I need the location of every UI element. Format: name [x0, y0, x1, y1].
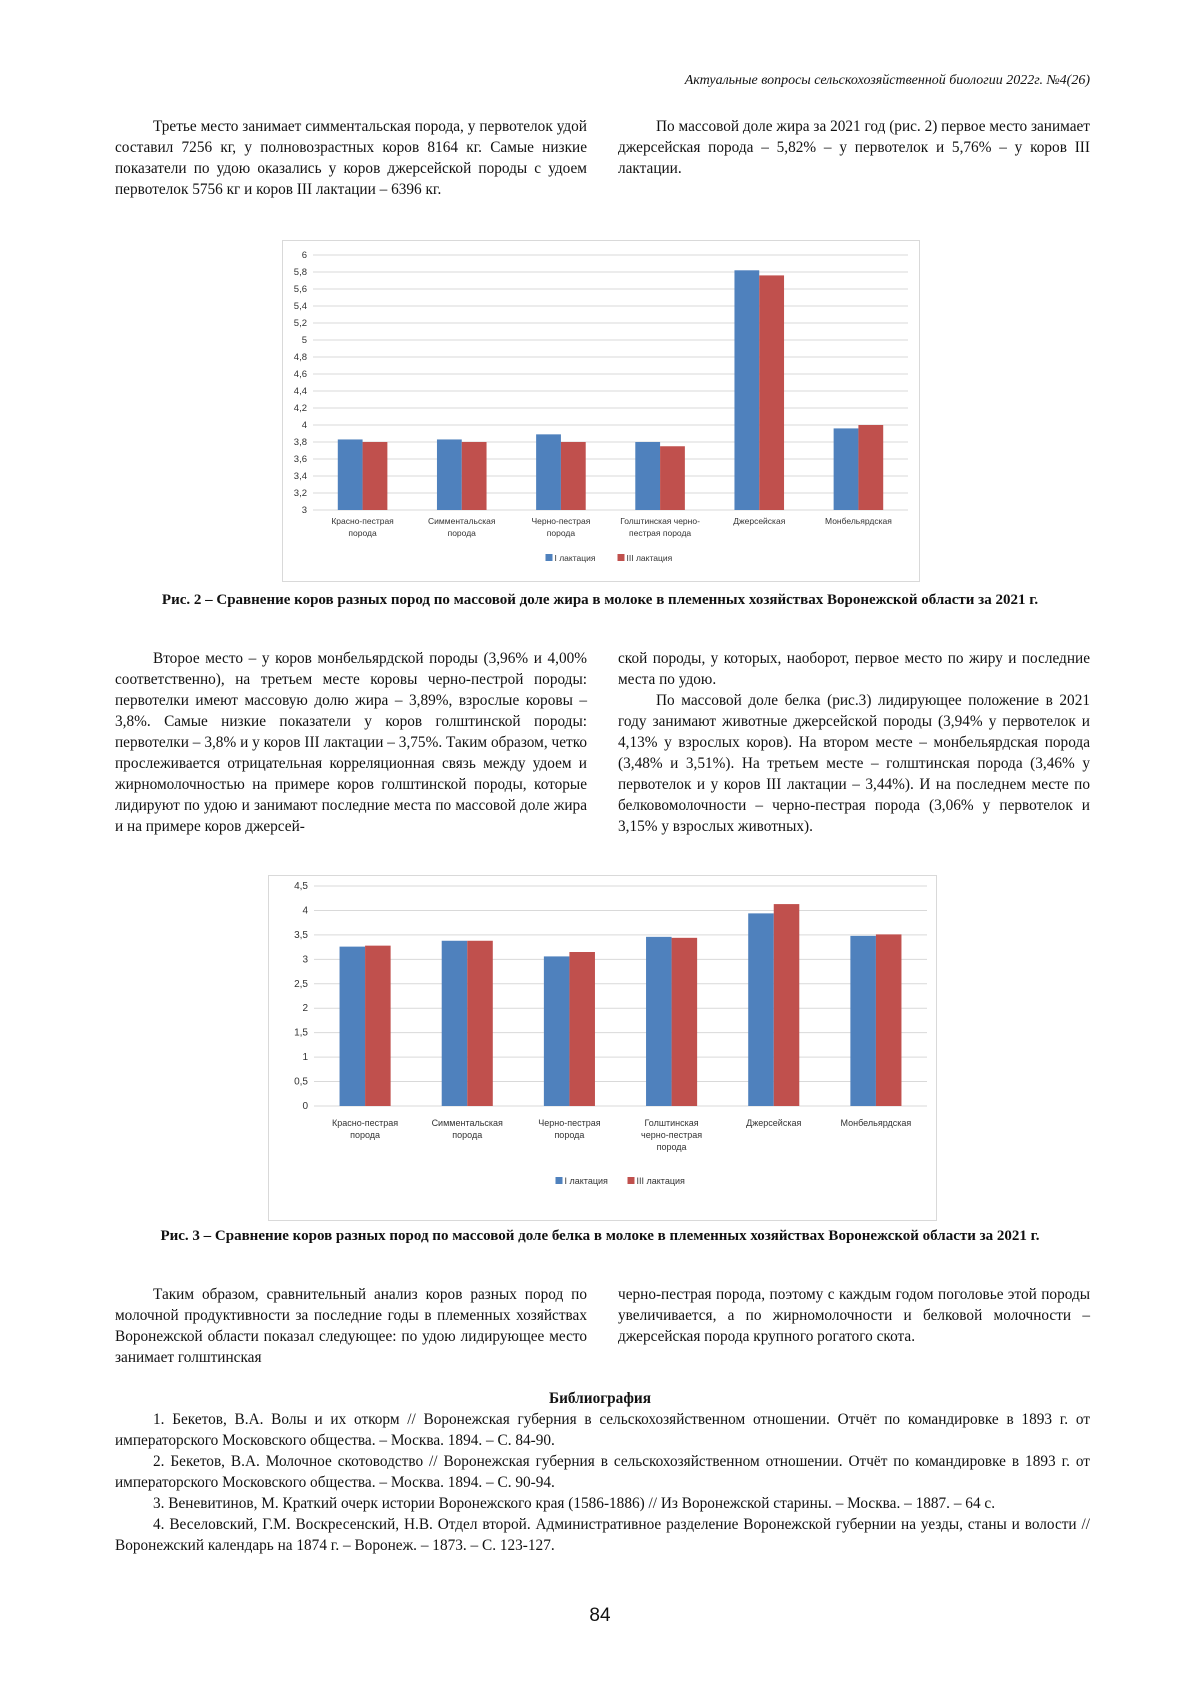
fat-chart-svg [283, 241, 919, 581]
y-tick-label: 6 [301, 250, 307, 261]
text-column-right-2 [618, 648, 1090, 837]
bar-iii-lactation [569, 952, 595, 1106]
x-category-label: Монбельярдская [825, 516, 892, 526]
legend-label: I лактация [564, 1176, 608, 1186]
y-tick-label: 5,6 [293, 284, 307, 295]
y-tick-label: 4,2 [293, 403, 307, 414]
bar-iii-lactation [363, 442, 388, 510]
figure-3-chart [268, 875, 937, 1221]
x-category-label: Голштинская черно-пестрая порода [620, 516, 700, 538]
legend-label: III лактация [636, 1176, 685, 1186]
y-tick-label: 3,4 [293, 471, 307, 482]
bibliography-item: 3. Веневитинов, М. Краткий очерк истории Воронежского края (1586-1886) // Из Воронежской старины. – Москва. – 1887. – 64 с. [153, 1495, 996, 1512]
legend-label: III лактация [626, 553, 673, 563]
bar-i-lactation [834, 428, 859, 510]
paragraph: черно-пестрая порода, поэтому с каждым годом поголовье этой породы увеличивается, а по жирномолочности и белковой молочности – джерсейская порода крупного рогатого скота. [618, 1286, 1090, 1345]
y-tick-label: 5,8 [293, 267, 307, 278]
y-tick-label: 4,5 [294, 881, 308, 892]
page-number: 84 [589, 1605, 611, 1626]
y-tick-label: 2,5 [294, 978, 308, 990]
bar-iii-lactation [561, 442, 586, 510]
bar-i-lactation [646, 937, 672, 1106]
bar-i-lactation [338, 439, 363, 510]
running-header: Актуальные вопросы сельскохозяйственной биологии 2022г. №4(26) [684, 73, 1090, 88]
bibliography-item: 2. Бекетов, В.А. Молочное скотоводство // Воронежская губерния в сельскохозяйственном отношении. Отчёт по командировке в 1893 г. от императорского Московского общества. – Москва. 1894. – С. 90-94. [115, 1453, 1090, 1491]
x-category-label: Симментальская порода [431, 1118, 503, 1140]
y-tick-label: 4,6 [293, 369, 307, 380]
bar-iii-lactation [759, 275, 784, 510]
legend-swatch [618, 554, 625, 561]
text-column-right-3 [618, 1284, 1090, 1347]
bar-iii-lactation [467, 941, 493, 1106]
bibliography-item: 4. Веселовский, Г.М. Воскресенский, Н.В. Отдел второй. Административное разделение Воронежской губернии на уезды, станы и волости // Воронежский календарь на 1874 г. – Воронеж. – 1873. – С. 123-127. [115, 1516, 1090, 1554]
x-category-label: Голштинская черно-пестрая порода [641, 1118, 703, 1152]
y-tick-label: 1,5 [294, 1027, 308, 1039]
x-category-label: Симментальская порода [428, 516, 496, 538]
bar-iii-lactation [462, 442, 487, 510]
x-category-label: Черно-пестрая порода [538, 1118, 601, 1140]
y-tick-label: 0,5 [294, 1076, 308, 1088]
y-tick-label: 3,6 [293, 454, 307, 465]
text-column-left-3 [115, 1284, 587, 1368]
y-tick-label: 4 [302, 905, 308, 917]
y-tick-label: 5 [301, 335, 307, 346]
paragraph: По массовой доле белка (рис.3) лидирующее положение в 2021 году занимают животные джерсейской породы (3,94% у первотелок и 4,13% у взрослых коров). На втором месте – монбельярдская порода (3,48% и 3,51%). На третьем месте – голштинская порода (3,46% у первотелок и у коров III лактации – 3,44%). И на последнем месте по белковомолочности – черно-пестрая порода (3,06% у первотелок и 3,15% у взрослых животных). [618, 692, 1090, 835]
bar-i-lactation [635, 442, 660, 510]
y-tick-label: 3,2 [293, 488, 307, 499]
x-category-label: Красно-пестрая порода [331, 516, 394, 538]
paragraph: Таким образом, сравнительный анализ коров разных пород по молочной продуктивности за последние годы в племенных хозяйствах Воронежской области показал следующее: по удою лидирующее место занимает голштинская [115, 1286, 587, 1366]
y-tick-label: 0 [302, 1101, 308, 1112]
x-category-label: Джерсейская [733, 516, 786, 526]
bar-i-lactation [748, 913, 774, 1106]
bar-i-lactation [734, 270, 759, 510]
text-column-left-2 [115, 648, 587, 837]
figure-2-chart [282, 240, 920, 582]
bar-i-lactation [340, 947, 366, 1106]
y-tick-label: 3,5 [294, 929, 308, 941]
legend-swatch [556, 1177, 563, 1184]
bibliography-title: Библиография [548, 1390, 651, 1407]
bar-i-lactation [850, 936, 876, 1106]
legend-label: I лактация [554, 553, 596, 563]
paragraph: Второе место – у коров монбельярдской породы (3,96% и 4,00% соответственно), на третьем месте коровы черно-пестрой породы: первотелки имеют массовую долю жира – 3,89%, взрослые коровы – 3,8%. Самые низкие показатели у коров голштинской породы: первотелки – 3,8% и у коров III лактации – 3,75%. Таким образом, четко прослеживается отрицательная корреляционная связь между удоем и жирномолочностью на примере коров голштинской породы, которые лидируют по удою и занимают последние места по массовой доле жира и на примере коров джерсей- [115, 650, 587, 835]
protein-chart-svg [269, 876, 936, 1220]
y-tick-label: 3,8 [293, 437, 307, 448]
text-column-right-1 [618, 116, 1090, 179]
bar-iii-lactation [660, 446, 685, 510]
legend-swatch [628, 1177, 635, 1184]
bar-iii-lactation [774, 904, 800, 1106]
y-tick-label: 3 [301, 505, 307, 516]
x-category-label: Красно-пестрая порода [332, 1118, 399, 1140]
y-tick-label: 1 [302, 1052, 308, 1064]
y-tick-label: 5,4 [293, 301, 307, 312]
bar-i-lactation [544, 956, 570, 1106]
figure-3-caption: Рис. 3 – Сравнение коров разных пород по массовой доле белка в молоке в племенных хозяйствах Воронежской области за 2021 г. [160, 1228, 1040, 1244]
y-tick-label: 5,2 [293, 318, 307, 329]
x-category-label: Джерсейская [746, 1118, 802, 1128]
bar-iii-lactation [876, 934, 902, 1106]
y-tick-label: 3 [302, 954, 308, 966]
text-column-left-1 [115, 116, 587, 200]
x-category-label: Черно-пестрая порода [531, 516, 591, 538]
paragraph: Третье место занимает симментальская порода, у первотелок удой составил 7256 кг, у полновозрастных коров 8164 кг. Самые низкие показатели по удою оказались у коров джерсейской породы с удоем первотелок 5756 кг и коров III лактации – 6396 кг. [115, 118, 587, 198]
bibliography-item: 1. Бекетов, В.А. Волы и их откорм // Воронежская губерния в сельскохозяйственном отношении. Отчёт по командировке в 1893 г. от императорского Московского общества. – Москва. 1894. – С. 84-90. [115, 1411, 1090, 1449]
legend-swatch [546, 554, 553, 561]
y-tick-label: 2 [302, 1003, 308, 1015]
x-category-label: Монбельярдская [840, 1118, 912, 1128]
paragraph: ской породы, у которых, наоборот, первое место по жиру и последние места по удою. [618, 650, 1090, 688]
bibliography-list [115, 1409, 1090, 1556]
y-tick-label: 4,4 [293, 386, 307, 397]
bar-iii-lactation [365, 946, 391, 1106]
y-tick-label: 4 [301, 420, 307, 431]
y-tick-label: 4,8 [293, 352, 307, 363]
bar-i-lactation [536, 434, 561, 510]
bar-iii-lactation [672, 938, 698, 1106]
bar-i-lactation [442, 941, 468, 1106]
bar-iii-lactation [858, 425, 883, 510]
figure-2-caption: Рис. 2 – Сравнение коров разных пород по массовой доле жира в молоке в племенных хозяйствах Воронежской области за 2021 г. [161, 592, 1039, 608]
paragraph: По массовой доле жира за 2021 год (рис. 2) первое место занимает джерсейская порода – 5,82% – у первотелок и 5,76% – у коров III лактации. [618, 118, 1090, 177]
bar-i-lactation [437, 439, 462, 510]
